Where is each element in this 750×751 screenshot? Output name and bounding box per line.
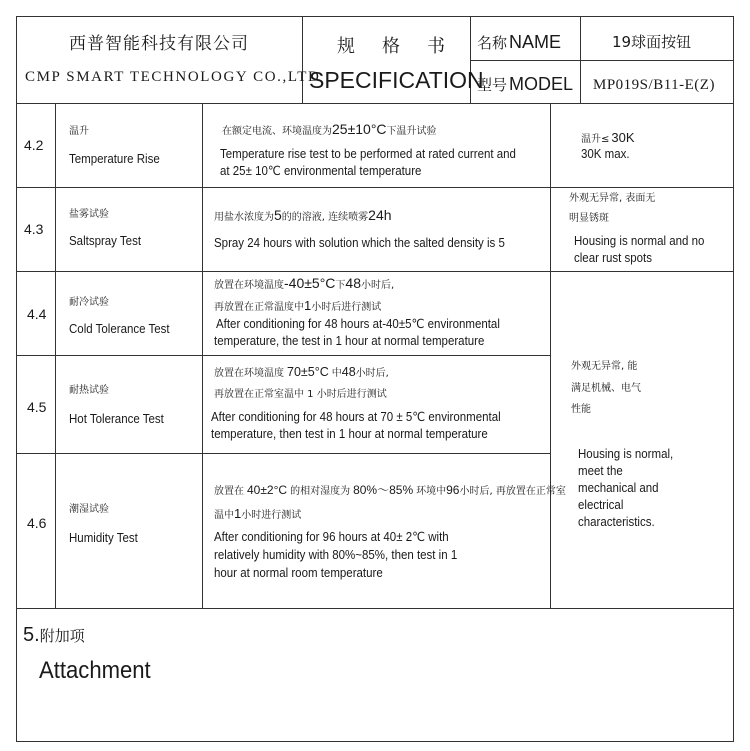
row-4-6-cond-cn-2: [214, 505, 301, 523]
name-label-en: NAME: [509, 32, 562, 52]
row-4-3-req-en-2: clear rust spots: [574, 251, 652, 265]
merged-req-en-1: Housing is normal,: [578, 447, 674, 461]
row-4-5-title-en: Hot Tolerance Test: [69, 412, 164, 426]
row-4-2-title-cn: 温升: [69, 126, 89, 137]
row-4-3-req-en-1: Housing is normal and no: [574, 234, 705, 248]
row-4-3-cond-cn-c: 的的溶液, 连续喷雾: [281, 212, 369, 223]
section-5-num: 5.: [23, 624, 40, 646]
row-4-4-cond-cn-2b: 1: [304, 298, 312, 313]
model-label: [477, 74, 573, 95]
row-4-6-cond-cn-1g: 小时后, 再放置在正常室: [459, 486, 566, 497]
row-4-2-cond-en-1: Temperature rise test to be performed at rated current and: [220, 147, 516, 161]
row-4-6-cond-en-2: relatively humidity with 80%~85%, then test in 1: [214, 548, 458, 562]
header-divider-1: [302, 17, 303, 103]
row-4-2-cond-cn-c: 下温升试验: [386, 126, 437, 137]
row-4-5-cond-cn-1b: 70±5°C: [287, 365, 329, 379]
spec-sheet: [16, 16, 734, 742]
row-4-5-cond-cn-1c: 中: [331, 368, 342, 379]
name-label-cn: 名称: [477, 34, 508, 52]
company-name-cn: 西普智能科技有限公司: [69, 34, 249, 53]
merged-req-cn-1: 外观无异常, 能: [571, 361, 638, 372]
row-4-4-cond-en-1: After conditioning for 48 hours at-40±5℃ environmental: [216, 317, 500, 331]
row-4-6-title-en: Humidity Test: [69, 531, 138, 545]
row-4-4-cond-cn-1e: 小时后,: [361, 280, 395, 291]
spec-title-cn: 规 格 书: [337, 36, 451, 56]
row-4-5-cond-cn-2: 再放置在正常室温中 1 小时后进行测试: [214, 389, 387, 400]
row-4-6-cond-cn-1b: 40±2°C: [247, 483, 288, 497]
row-4-3-num: 4.3: [24, 221, 44, 237]
row-4-2-cond-cn-b: 25±10°C: [332, 121, 387, 137]
section-5-title-en: Attachment: [39, 657, 151, 684]
row-4-4-cond-cn-1a: 放置在环境温度: [214, 280, 284, 291]
row-4-3-title-cn: 盐雾试验: [69, 209, 109, 220]
row-4-6-cond-cn-2a: 温中: [214, 510, 234, 521]
row-4-4-cond-cn-1: [214, 275, 394, 293]
row-line-1: [17, 187, 733, 188]
header-mid-line: [470, 60, 733, 61]
merged-req-cn-2: 满足机械、电气: [571, 383, 641, 394]
row-4-3-cond-cn-b: 5: [274, 207, 282, 223]
merged-req-cn-3: 性能: [571, 404, 591, 415]
row-4-4-cond-cn-1c: 下: [335, 280, 346, 291]
row-4-3-req-cn-2: 明显锈斑: [569, 213, 609, 224]
row-4-6-cond-cn-2c: 小时进行测试: [241, 510, 302, 521]
row-4-6-cond-en-1: After conditioning for 96 hours at 40± 2℃ with: [214, 530, 449, 544]
row-4-6-cond-cn-1: [214, 481, 566, 499]
row-4-4-cond-cn-2a: 再放置在正常温度中: [214, 302, 304, 313]
row-4-6-cond-cn-1a: 放置在: [214, 486, 244, 497]
row-4-4-num: 4.4: [27, 306, 47, 322]
row-4-5-title-cn: 耐热试验: [69, 385, 109, 396]
row-4-2-cond-cn: [222, 121, 437, 139]
row-4-2-req-en: 30K max.: [581, 147, 630, 161]
model-label-en: MODEL: [509, 74, 574, 94]
row-4-6-title-cn: 潮湿试验: [69, 504, 109, 515]
row-4-6-num: 4.6: [27, 515, 47, 531]
model-label-cn: 型号: [477, 76, 508, 94]
row-4-4-title-cn: 耐冷试验: [69, 297, 109, 308]
row-line-4: [17, 453, 551, 454]
row-4-2-title-en: Temperature Rise: [69, 152, 160, 166]
row-4-4-title-en: Cold Tolerance Test: [69, 322, 170, 336]
row-line-2: [17, 271, 733, 272]
row-4-3-cond-cn-d: 24h: [368, 207, 392, 223]
name-label: [477, 32, 561, 53]
row-4-3-title-en: Saltspray Test: [69, 234, 142, 248]
table-bottom-line: [17, 608, 733, 609]
header-bottom-line: [17, 103, 733, 104]
merged-req-en-4: electrical: [578, 498, 624, 512]
row-4-3-cond-cn: [214, 207, 392, 225]
row-4-5-cond-cn-1e: 小时后,: [355, 368, 389, 379]
row-4-2-req-cn: [581, 129, 635, 147]
row-4-2-cond-cn-a: 在额定电流、环境温度为: [222, 126, 332, 137]
row-4-4-cond-cn-2: [214, 297, 381, 315]
row-4-4-cond-en-2: temperature, the test in 1 hour at normal temperature: [214, 334, 485, 348]
section-5-title-cn: 附加项: [39, 627, 85, 645]
model-value: MP019S/B11-E(Z): [593, 77, 715, 93]
row-4-3-req-cn-1: 外观无异常, 表面无: [569, 193, 656, 204]
row-4-4-cond-cn-1b: -40±5°C: [284, 275, 336, 291]
merged-req-en-5: characteristics.: [578, 515, 655, 529]
merged-req-en-2: meet the: [578, 464, 623, 478]
row-4-5-num: 4.5: [27, 399, 47, 415]
row-4-2-req-cn-b: 30K: [611, 130, 635, 145]
row-4-5-cond-cn-1d: 48: [341, 365, 356, 379]
row-4-5-cond-en-2: temperature, then test in 1 hour at normal temperature: [211, 427, 488, 441]
section-5-heading: [23, 624, 85, 647]
row-4-2-cond-en-2: at 25± 10℃ environmental temperature: [220, 164, 422, 178]
company-name-en: CMP SMART TECHNOLOGY CO.,LTD: [25, 69, 321, 85]
row-4-6-cond-en-3: hour at normal room temperature: [214, 566, 383, 580]
row-4-6-cond-cn-2b: 1: [234, 506, 242, 521]
row-4-5-cond-cn-1: [214, 363, 389, 381]
row-line-3: [17, 355, 551, 356]
row-4-4-cond-cn-2c: 小时后进行测试: [311, 302, 382, 313]
row-4-3-cond-en: Spray 24 hours with solution which the salted density is 5: [214, 236, 505, 250]
row-4-5-cond-cn-1a: 放置在环境温度: [214, 368, 284, 379]
row-4-2-req-cn-a: 温升≤: [581, 134, 610, 145]
row-4-3-cond-cn-a: 用盐水浓度为: [214, 212, 274, 223]
row-4-6-cond-cn-1f: 96: [446, 483, 460, 497]
merged-req-en-3: mechanical and: [578, 481, 659, 495]
row-4-6-cond-cn-1d: 80%～85%: [353, 483, 414, 497]
row-4-2-num: 4.2: [24, 137, 44, 153]
row-4-5-cond-en-1: After conditioning for 48 hours at 70 ± 5℃ environmental: [211, 410, 501, 424]
row-4-6-cond-cn-1e: 环境中: [416, 486, 447, 497]
name-value: 19球面按钮: [612, 33, 692, 51]
row-4-4-cond-cn-1d: 48: [345, 275, 361, 291]
row-4-6-cond-cn-1c: 的相对湿度为: [290, 486, 351, 497]
spec-title-en: SPECIFICATION: [309, 67, 484, 93]
